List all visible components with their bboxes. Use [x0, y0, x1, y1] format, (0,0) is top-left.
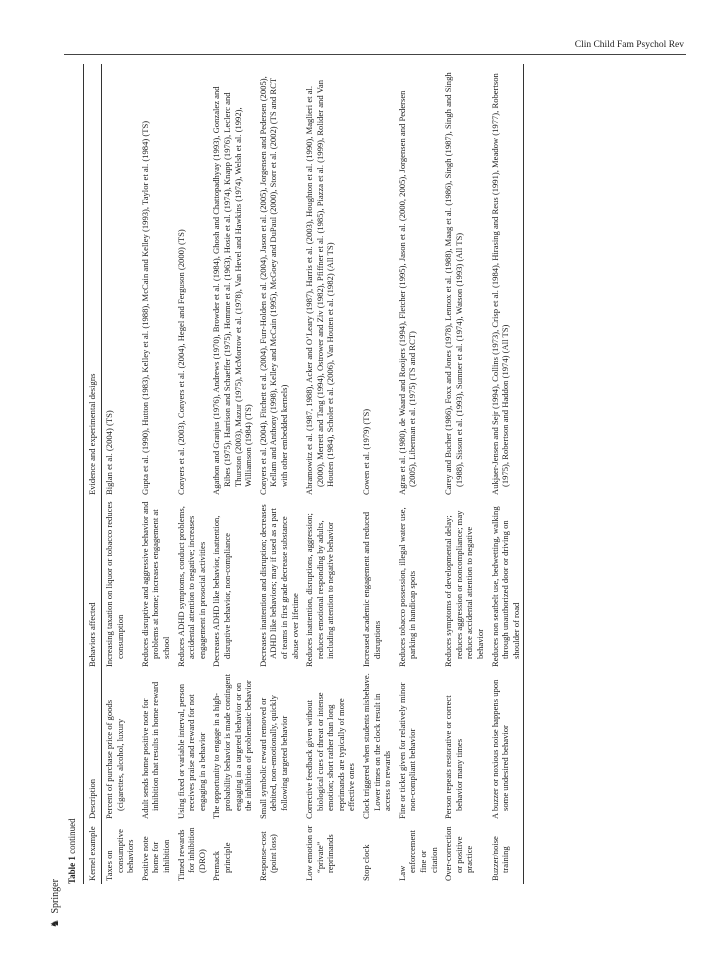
table-row — [209, 64, 255, 884]
evidence-cell: Abramowitz et al. (1987, 1988), Acker and O’Leary (1987), Harris et al. (2003), Houghton et al. (1990), Maglieri et al. (2000), Merrett and Tang (1994), Ostrower and Ziv (1982), Pfiffner et al. (1985), Piazza et al. (1999), Rolider and Van Houten (1984), Scholer et al. (2006), Van Houten et al. (1982) (All TS) — [304, 79, 336, 495]
table-header-row — [84, 64, 102, 884]
kernels-table — [83, 64, 524, 884]
publisher-name: Springer — [50, 879, 61, 914]
evidence-cell: Gupta et al. (1990), Hutton (1983), Kelley et al. (1988), McCain and Kelley (1993), Taylor et al. (1984) (TS) — [139, 120, 150, 495]
rotated-table-page — [64, 64, 684, 884]
evidence-cell: Biglan et al. (2004) (TS) — [104, 410, 114, 495]
behaviors-cell: Increased academic engagement and reduced disruptions — [361, 511, 382, 667]
table-row — [302, 64, 359, 884]
kernel-cell: Buzzer/noise training — [488, 822, 524, 884]
kernel-cell: Taxes on consumptive behaviors — [104, 829, 136, 881]
springer-logo-icon: ♞ — [50, 919, 61, 928]
behaviors-cell: Reduces disruptive and aggressive behavior and problems at home; increases engagement at school — [139, 501, 171, 667]
table-row — [359, 64, 395, 884]
behaviors-cell: Increasing taxation on liquor or tobacco reduces consumption — [104, 501, 125, 667]
table-row — [174, 64, 210, 884]
kernel-cell: Timed rewards for inhibition (DRO) — [175, 827, 207, 881]
evidence-cell: Aukjaer-Jensen and Sejr (1994), Collins (1973), Crisp et al. (1984), Hirasing and Reus (1991), Meadow (1977), Robertson (1975), Robertson and Haddon (1974) (All TS) — [488, 64, 524, 498]
kernel-cell: Over-correction or positive practice — [443, 826, 475, 881]
table-caption-label: Table 1 — [67, 856, 77, 884]
header-rule — [64, 54, 686, 55]
evidence-cell: Cowen et al. (1979) (TS) — [361, 408, 372, 495]
table-row — [256, 64, 302, 884]
kernel-cell: Response-cost (point loss) — [257, 831, 279, 881]
evidence-cell: Conyers et al. (2003), Conyers et al. (2004), Hegel and Ferguson (2000) (TS) — [175, 229, 186, 495]
table-row — [488, 64, 524, 884]
description-cell: The opportunity to engage in a high-probability behavior is made contingent engaging in a targeted behavior or on the inhibition of problematic behavior — [211, 674, 254, 819]
column-header: Behaviors affected — [84, 498, 102, 670]
kernel-cell: Positive note home for inhibition — [139, 836, 171, 881]
table-row — [102, 64, 138, 884]
description-cell: Corrective feedback given without biological cues of threat or intense emotion; short rather than long reprimands are typically of more effective ones — [304, 692, 357, 819]
kernel-cell: Stop clock — [361, 844, 372, 881]
kernel-cell: Premack principle — [211, 842, 232, 881]
publisher-footer — [50, 879, 61, 928]
table-row — [395, 64, 441, 884]
behaviors-cell: Decreases inattention and disruption; decreases ADHD like behaviors; may if used as a part of teams in first grade decrease substance abuse over lifetime — [257, 504, 300, 667]
description-cell: Person repeats restorative or correct behavior many times — [443, 695, 464, 819]
behaviors-cell: Reduces ADHD symptoms, conduct problems, accidental attention to negative; increases engagement in prosocial activities — [175, 506, 207, 667]
table-caption-text: continued — [67, 818, 77, 854]
description-cell: Using fixed or variable interval, person receives praise and reward for not engaging in a behavior — [175, 683, 207, 819]
evidence-cell: Carey and Bucher (1986), Foxx and Jones (1978), Lennox et al. (1988), Maag et al. (1986), Singh (1987), Singh and Singh (1988), Sisson et al. (1993), Sumner et al. (1974), Watson (1993) (All TS) — [443, 72, 464, 495]
behaviors-cell: Reduces tobacco possession, illegal water use, parking in handicap spots — [396, 507, 418, 667]
behaviors-cell: Reduces symptoms of developmental delay; reduces aggression or noncompliance; may reduce accidental attention to negative behavior — [443, 510, 485, 667]
description-cell: Small symbolic reward removed or debited, non-emotionally, quickly following targeted behavior — [257, 695, 289, 819]
table-row — [441, 64, 487, 884]
behaviors-cell: Reduces non seatbelt use, bedwetting, walking through unauthorized door or driving on shoulder of road — [488, 498, 524, 670]
evidence-cell: Agathon and Granjus (1976), Andrews (1970), Browder et al. (1984), Ghosh and Chattopadhyay (1993), Gonzalez and Ribes (1975), Harrison and Schaeffer (1975), Homme et al. (1963), Hosie et al. (1974), Knapp (1976), Leclerc and Thurston (2003), Mazur (1975), McMorrow et al. (1978), Van Hevel and Hawkins (1974), Welsh et al. (1992), Williamson (1984) (TS) — [211, 86, 254, 495]
column-header: Kernel example — [84, 822, 102, 884]
table-row — [138, 64, 174, 884]
evidence-cell: Conyers et al. (2004), Fitchett et al. (2004), Furr-Holden et al. (2004), Jason et al. (2005), Jorgensen and Pedersen (2005), Kellam and Anthony (1998), Kelley and McCain (1995), McGoey and DuPaul (2000), Storr et al. (2002) (TS and RCT with other embedded kernels) — [257, 76, 289, 495]
kernel-cell: Low emotion or “private” reprimands — [304, 825, 336, 881]
description-cell: Percent of purchase price of goods (cigarettes, alcohol, luxury — [104, 699, 125, 819]
column-header: Evidence and experimental designs — [84, 64, 102, 498]
behaviors-cell: Decreases ADHD like behavior, inattention, disruptive behavior, non-compliance — [211, 515, 232, 667]
behaviors-cell: Reduces inattention, disruptions, aggression; reduces emotional responding by adults, including attention to negative behavior — [304, 513, 336, 667]
description-cell: Adult sends home positive note for inhibition that results in home reward — [139, 681, 161, 819]
kernel-cell: Law enforcement fine or citation — [396, 830, 439, 881]
description-cell: Fine or ticket given for relatively minor non-compliant behavior — [396, 682, 418, 819]
column-header: Description — [84, 670, 102, 822]
journal-title: Clin Child Fam Psychol Rev — [574, 40, 684, 50]
description-cell: A buzzer or noxious noise happens upon some undesired behavior — [488, 670, 524, 822]
description-cell: Clock triggered when students misbehave. Lower times on the clock result in access to rewards — [361, 673, 393, 819]
evidence-cell: Agras et al. (1980), de Waard and Rooijers (1994), Fletcher (1995), Jason et al. (2000, 2005), Jorgensen and Pedersen (2005), Liberman et al. (1975) (TS and RCT) — [396, 90, 418, 495]
table-caption — [66, 64, 79, 884]
